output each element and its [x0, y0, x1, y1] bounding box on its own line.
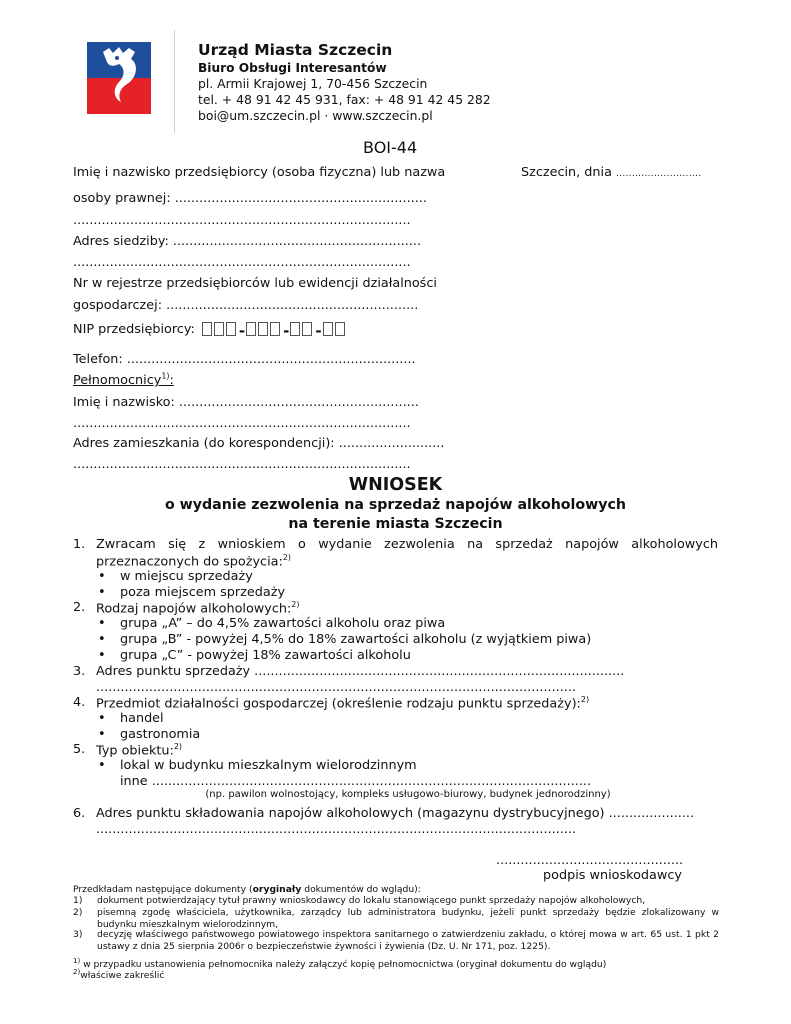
sales-point-address-field[interactable]: Adres punktu sprzedaży ........................................................................................... — [96, 664, 625, 679]
warehouse-address-field-line[interactable]: ...................................................................................................................... — [96, 822, 576, 837]
register-label: Nr w rejestrze przedsiębiorców lub ewidencji działalności — [73, 276, 437, 291]
signature-label: podpis wnioskodawcy — [543, 868, 682, 883]
sales-point-address-field-line[interactable]: ...................................................................................................................... — [96, 680, 576, 695]
item-1-text: Zwracam się z wnioskiem o wydanie zezwolenia na sprzedaż napojów alkoholowych — [96, 537, 718, 552]
address-field-line[interactable]: ................................................................................... — [73, 255, 411, 270]
nip-digit-box[interactable] — [202, 322, 212, 336]
proxy-heading — [73, 372, 174, 388]
item-4-text: Przedmiot działalności gospodarczej (określenie rodzaju punktu sprzedaży):$^{2)}$ — [96, 695, 590, 712]
item-1-text-line2: przeznaczonych do spożycia:$^{2)}$ — [96, 553, 292, 570]
szczecin-griffin-logo — [87, 42, 151, 114]
option-group-c[interactable]: • grupa „C” - powyżej 18% zawartości alkoholu — [120, 648, 411, 663]
nip-label: NIP przedsiębiorcy: — [73, 322, 195, 337]
document-2-number: 2) — [73, 907, 83, 918]
item-5-text: Typ obiektu:$^{2)}$ — [96, 742, 183, 759]
form-subtitle-line2: na terenie miasta Szczecin — [288, 516, 503, 532]
item-6-line2 — [73, 822, 718, 840]
office-phone-fax: tel. + 48 91 42 45 931, fax: + 48 91 42 45 282 — [198, 92, 491, 107]
nip-digit-box[interactable] — [323, 322, 333, 336]
item-number: 4. — [73, 695, 86, 710]
proxy-name-field[interactable]: Imię i nazwisko: ........................................................... — [73, 395, 419, 410]
documents-intro: Przedkładam następujące dokumenty (oryginały dokumentów do wglądu): — [73, 884, 421, 895]
nip-digit-box[interactable] — [226, 322, 236, 336]
nip-digit-box[interactable] — [302, 322, 312, 336]
nip-digit-box[interactable] — [214, 322, 224, 336]
nip-digit-box[interactable] — [246, 322, 256, 336]
item-number: 2. — [73, 600, 86, 615]
form-subtitle-line1: o wydanie zezwolenia na sprzedaż napojów alkoholowych — [164, 497, 627, 513]
proxy-address-field[interactable]: Adres zamieszkania (do korespondencji): .......................... — [73, 436, 445, 451]
option-on-site[interactable]: • w miejscu sprzedaży — [120, 569, 253, 584]
office-email-www: boi@um.szczecin.pl · www.szczecin.pl — [198, 108, 433, 123]
proxy-address-field-line[interactable]: ................................................................................... — [73, 457, 411, 472]
option-off-site[interactable]: • poza miejscem sprzedaży — [120, 585, 285, 600]
applicant-name-label: Imię i nazwisko przedsiębiorcy (osoba fizyczna) lub nazwa — [73, 165, 446, 180]
item-number: 1. — [73, 537, 86, 552]
item-number: 6. — [73, 806, 86, 821]
form-id: BOI-44 — [363, 138, 418, 157]
option-group-b[interactable]: • grupa „B” - powyżej 4,5% do 18% zawartości alkoholu (z wyjątkiem piwa) — [120, 632, 591, 647]
nip-separator: - — [238, 322, 246, 340]
nip-separator: - — [315, 322, 322, 340]
phone-field[interactable]: Telefon: ....................................................................... — [73, 352, 416, 367]
option-trade[interactable]: • handel — [120, 711, 164, 726]
header-divider — [174, 30, 175, 133]
footnote-2: $^{2)}$właściwe zakreślić — [73, 968, 165, 982]
office-name: Urząd Miasta Szczecin — [198, 41, 393, 59]
document-1: dokument potwierdzający tytuł prawny wnioskodawcy do lokalu stanowiącego punkt sprzedaży napojów alkoholowych, — [97, 895, 646, 906]
item-number: 5. — [73, 742, 86, 757]
document-3-number: 3) — [73, 929, 83, 940]
document-2: pisemną zgodę właściciela, użytkownika, zarządcy lub administratora budynku, jeżeli punkt sprzedaży będzie zlokalizowany w budynku mieszkalnym wielorodzinnym, — [97, 907, 719, 930]
proxy-heading-label: Pełnomocnicy$^{1)}$: — [73, 372, 174, 389]
nip-row — [73, 322, 347, 340]
document-3: decyzję właściwego państwowego powiatowego inspektora sanitarnego o zatwierdzeniu zakładu, o której mowa w art. 65 ust. 1 pkt 2 ustawy z dnia 25 sierpnia 2006r o bezpieczeństwie żywności i żywienia (Dz. U. Nr 171, poz. 1225). — [97, 929, 719, 952]
applicant-name-field-line[interactable]: ................................................................................... — [73, 213, 411, 228]
object-type-note: (np. pawilon wolnostojący, kompleks usługowo-biurowy, budynek jednorodzinny) — [205, 789, 611, 800]
option-residential-building[interactable]: • lokal w budynku mieszkalnym wielorodzinnym — [120, 758, 417, 773]
nip-digit-box[interactable] — [270, 322, 280, 336]
option-other[interactable]: • inne ............................................................................................................ — [120, 774, 716, 789]
nip-digit-box[interactable] — [258, 322, 268, 336]
date-label: Szczecin, dnia — [521, 165, 612, 180]
document-1-number: 1) — [73, 895, 83, 906]
nip-digit-box[interactable] — [335, 322, 345, 336]
office-address: pl. Armii Krajowej 1, 70-456 Szczecin — [198, 76, 428, 91]
item-number: 3. — [73, 664, 86, 679]
option-group-a[interactable]: • grupa „A” – do 4,5% zawartości alkoholu oraz piwa — [120, 616, 445, 631]
nip-input-boxes[interactable] — [202, 322, 347, 340]
option-gastronomy[interactable]: • gastronomia — [120, 727, 200, 742]
footnote-1: $^{1)}$ w przypadku ustanowienia pełnomocnika należy załączyć kopię pełnomocnictwa (oryginał dokumentu do wglądu) — [73, 957, 607, 971]
nip-separator: - — [283, 322, 290, 340]
nip-digit-box[interactable] — [290, 322, 300, 336]
proxy-name-field-line[interactable]: ................................................................................... — [73, 416, 411, 431]
form-title: WNIOSEK — [348, 475, 443, 495]
date-field[interactable] — [521, 165, 701, 180]
date-dots[interactable]: ........................... — [616, 169, 702, 179]
signature-field[interactable]: .............................................. — [496, 853, 684, 868]
item-2-text: Rodzaj napojów alkoholowych:$^{2)}$ — [96, 600, 300, 617]
address-field[interactable]: Adres siedziby: ............................................................. — [73, 234, 422, 249]
department-name: Biuro Obsługi Interesantów — [198, 61, 387, 75]
applicant-name-field[interactable]: osoby prawnej: .............................................................. — [73, 191, 427, 206]
register-field[interactable]: gospodarczej: .............................................................. — [73, 298, 419, 313]
warehouse-address-field[interactable]: Adres punktu składowania napojów alkoholowych (magazynu dystrybucyjnego) ..................... — [96, 806, 695, 821]
